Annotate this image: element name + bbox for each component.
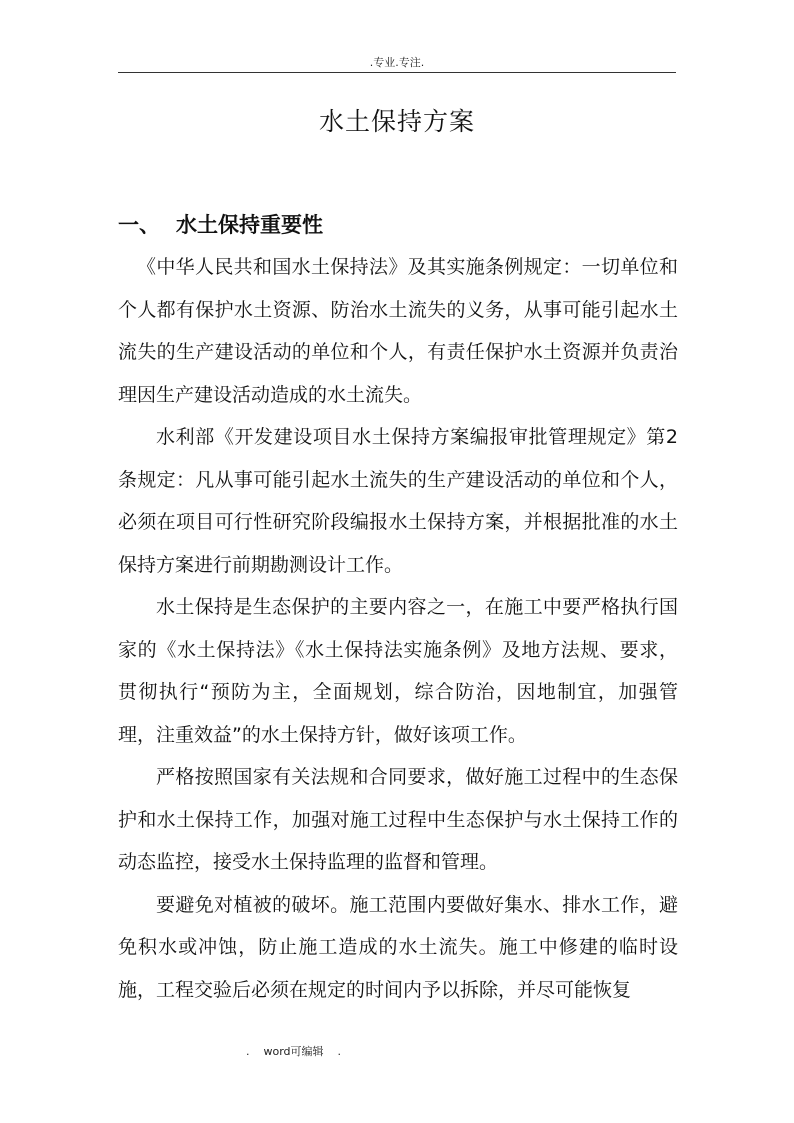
section-number: 一、: [118, 213, 160, 237]
footer-text: word可编辑: [263, 1045, 324, 1058]
paragraph: 严格按照国家有关法规和合同要求，做好施工过程中的生态保护和水土保持工作，加强对施工过程中生态保护与水土保持工作的动态监控，接受水土保持监理的监督和管理。: [118, 766, 678, 873]
paragraph: 水利部《开发建设项目水土保持方案编报审批管理规定》第2条规定：凡从事可能引起水土流失的生产建设活动的单位和个人，必须在项目可行性研究阶段编报水土保持方案，并根据批准的水土保持方案进行前期勘测设计工作。: [118, 426, 678, 576]
section-title: 水土保持重要性: [176, 213, 323, 237]
footer-dot-right: .: [337, 1045, 342, 1058]
section-heading: [118, 209, 323, 239]
header-divider: [118, 72, 676, 73]
footer-dot-left: .: [246, 1045, 250, 1058]
paragraph: 《中华人民共和国水土保持法》及其实施条例规定：一切单位和个人都有保护水土资源、防治水土流失的义务，从事可能引起水土流失的生产建设活动的单位和个人，有责任保护水土资源并负责治理因生产建设活动造成的水土流失。: [118, 256, 678, 406]
page-header: .专业.专注.: [369, 56, 425, 69]
document-body: [118, 246, 678, 1011]
document-title: 水土保持方案: [318, 107, 475, 136]
page-footer: [232, 1043, 355, 1059]
paragraph: 要避免对植被的破坏。施工范围内要做好集水、排水工作，避免积水或冲蚀，防止施工造成的水土流失。施工中修建的临时设施，工程交验后必须在规定的时间内予以拆除，并尽可能恢复: [118, 893, 678, 1001]
paragraph: 水土保持是生态保护的主要内容之一，在施工中要严格执行国家的《水土保持法》《水土保持法实施条例》及地方法规、要求，贯彻执行“预防为主，全面规划，综合防治，因地制宜，加强管理，注重效益”的水土保持方针，做好该项工作。: [118, 596, 678, 746]
